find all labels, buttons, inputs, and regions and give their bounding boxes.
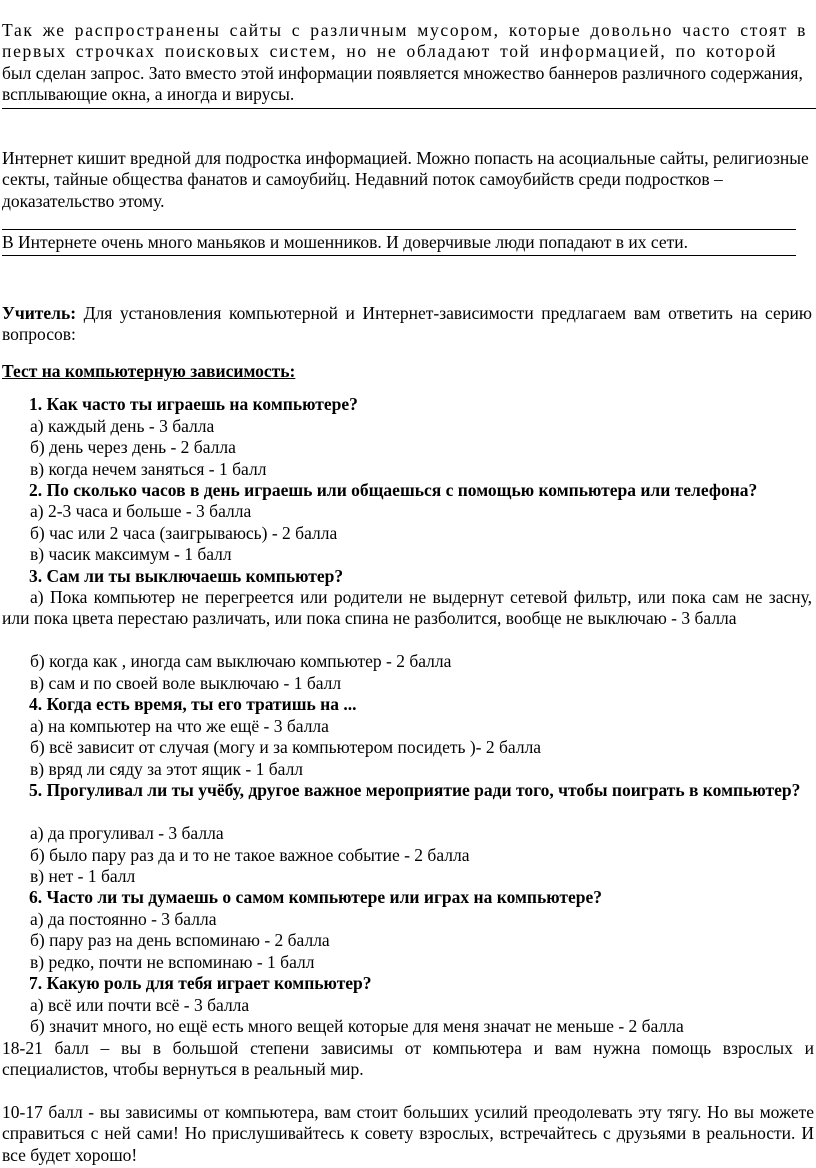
answer-2c: в) часик максимум - 1 балл	[30, 544, 232, 564]
answer-7b: б) значит много, но ещё есть много вещей которые для меня значат не меньше - 2 балла	[30, 1016, 684, 1036]
answer-1c: в) когда нечем заняться - 1 балл	[30, 459, 267, 479]
answer-4b: б) всё зависит от случая (могу и за компьютером посидеть )- 2 балла	[30, 737, 542, 757]
answer-7a: а) всё или почти всё - 3 балла	[30, 995, 250, 1015]
teacher-paragraph	[2, 303, 812, 346]
answer-5c: в) нет - 1 балл	[30, 866, 136, 886]
intro-paragraph-3: В Интернете очень много маньяков и мошенников. И доверчивые люди попадают в их сети.	[2, 232, 689, 252]
answer-2b: б) час или 2 часа (заигрываюсь) - 2 балла	[30, 523, 338, 543]
question-3: 3. Сам ли ты выключаешь компьютер?	[29, 566, 344, 586]
intro-paragraph-1-line-1: Так же распространены сайты с различным мусором, которые довольно часто стоят в	[2, 20, 808, 40]
question-2: 2. По сколько часов в день играешь или общаешься с помощью компьютера или телефона?	[29, 480, 758, 500]
answer-2a: а) 2-3 часа и больше - 3 балла	[30, 501, 252, 521]
answer-6b: б) пару раз на день вспоминаю - 2 балла	[30, 930, 330, 950]
question-7: 7. Какую роль для тебя играет компьютер?	[29, 973, 372, 993]
answer-1b: б) день через день - 2 балла	[30, 437, 236, 457]
result-18-21: 18-21 балл – вы в большой степени зависимы от компьютера и вам нужна помощь взрослых и специалистов, чтобы вернуться в реальный мир.	[2, 1038, 814, 1080]
result-10-17: 10-17 балл - вы зависимы от компьютера, вам стоит больших усилий преодолевать эту тягу. Но вы можете справиться с ней сами! Но прислушивайтесь к совету взрослых, встречайтесь с друзьями в реальности. И все будет хорошо!	[2, 1102, 814, 1165]
question-5: 5. Прогуливал ли ты учёбу, другое важное мероприятие ради того, чтобы поиграть в компьютер?	[29, 780, 801, 800]
question-6: 6. Часто ли ты думаешь о самом компьютере или играх на компьютере?	[29, 887, 603, 907]
teacher-label: Учитель:	[2, 303, 77, 323]
answer-5b: б) было пару раз да и то не такое важное событие - 2 балла	[30, 845, 470, 865]
teacher-text: Для установления компьютерной и Интернет-зависимости предлагаем вам ответить на серию вопросов:	[2, 303, 812, 345]
answer-1a: а) каждый день - 3 балла	[30, 416, 215, 436]
question-1: 1. Как часто ты играешь на компьютере?	[29, 394, 358, 414]
answer-3c: в) сам и по своей воле выключаю - 1 балл	[30, 673, 342, 693]
answer-5a: а) да прогуливал - 3 балла	[30, 823, 224, 843]
test-title: Тест на компьютерную зависимость:	[2, 361, 296, 381]
answer-6a: а) да постоянно - 3 балла	[30, 909, 217, 929]
intro-paragraph-2: Интернет кишит вредной для подростка информацией. Можно попасть на асоциальные сайты, религиозные секты, тайные общества фанатов и самоубийц. Недавний поток самоубийств среди подростков – доказательство этому.	[2, 148, 809, 211]
intro-paragraph-1-rest: был сделан запрос. Зато вместо этой информации появляется множество баннеров различного содержания, всплывающие окна, а иногда и вирусы.	[2, 63, 803, 105]
answer-3b: б) когда как , иногда сам выключаю компьютер - 2 балла	[30, 651, 452, 671]
answer-3a: а) Пока компьютер не перегреется или родители не выдернут сетевой фильтр, или пока сам не засну, или пока цвета перестаю различать, или пока спина не разболится, вообще не выключаю - 3 балла	[2, 587, 812, 629]
divider-line	[2, 255, 796, 256]
answer-6c: в) редко, почти не вспоминаю - 1 балл	[30, 952, 315, 972]
divider-line	[2, 108, 816, 109]
answer-4a: а) на компьютер на что же ещё - 3 балла	[30, 716, 329, 736]
intro-paragraph-1-line-2: первых строчках поисковых систем, но не обладают той информацией, по которой	[2, 41, 778, 61]
answer-4c: в) вряд ли сяду за этот ящик - 1 балл	[30, 759, 304, 779]
divider-line	[2, 229, 796, 230]
question-4: 4. Когда есть время, ты его тратишь на ...	[29, 694, 357, 714]
